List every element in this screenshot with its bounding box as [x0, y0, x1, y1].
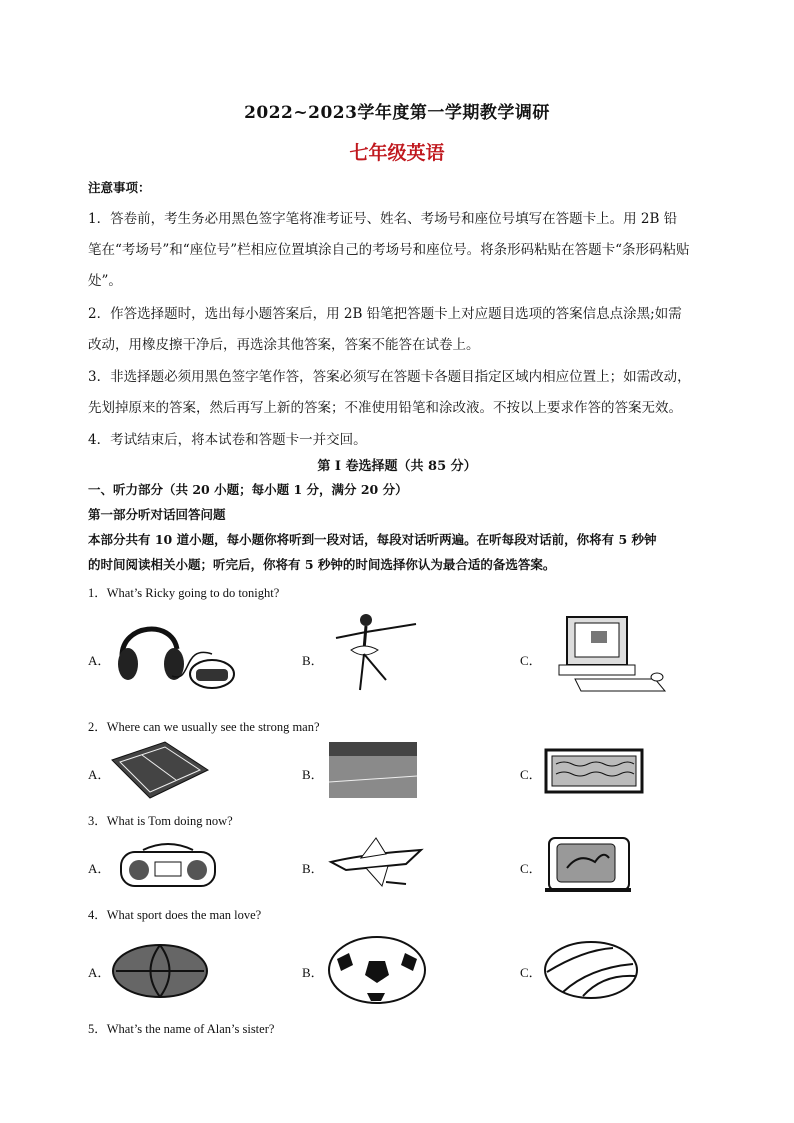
notes-line: 先划掉原来的答案，然后再写上新的答案；不准使用铅笔和涂改液。不按以上要求作答的答案无效。 [88, 400, 682, 416]
option-b-label: B． [302, 861, 324, 876]
listening-title: 一、听力部分（共 20 小题；每小题 1 分，满分 20 分） [88, 482, 408, 497]
radio-icon[interactable] [113, 838, 223, 890]
notes-line: 3．非选择题必须用黑色签字笔作答，答案必须写在答题卡各题目指定区域内相应位置上；如需改动， [88, 369, 691, 385]
option-b-label: B． [302, 965, 324, 980]
instructions-line: 本部分共有 10 道小题，每小题你将听到一段对话，每段对话听两遍。在听每段对话前，你将有 5 秒钟 [88, 532, 657, 547]
option-a-label: A． [88, 965, 111, 980]
option-c-label: C． [520, 767, 542, 782]
notes-line: 改动，用橡皮擦干净后，再选涂其他答案，答案不能答在试卷上。 [88, 337, 480, 353]
ballet-dancer-icon[interactable] [326, 610, 421, 700]
model-plane-icon[interactable] [326, 834, 431, 892]
option-a-label: A． [88, 861, 111, 876]
option-c-label: C． [520, 965, 542, 980]
question-5: 5．What’s the name of Alan’s sister? [88, 1022, 275, 1036]
option-b-label: B． [302, 767, 324, 782]
tv-icon[interactable] [545, 832, 635, 894]
question-2: 2．Where can we usually see the strong man? [88, 720, 320, 734]
computer-icon[interactable] [545, 613, 675, 698]
option-b-label: B． [302, 653, 324, 668]
headphones-icon[interactable] [112, 614, 242, 694]
notes-line: 2．作答选择题时，选出每小题答案后，用 2B 铅笔把答题卡上对应题目选项的答案信息点涂黑;如需 [88, 306, 682, 322]
notes-line: 处”。 [88, 273, 122, 289]
option-a-label: A． [88, 653, 111, 668]
instructions-line: 的时间阅读相关小题；听完后，你将有 5 秒钟的时间选择你认为最合适的备选答案。 [88, 557, 556, 572]
page-subtitle: 七年级英语 [349, 142, 445, 164]
question-3: 3．What is Tom doing now? [88, 814, 233, 828]
swimming-pool-icon[interactable] [544, 744, 644, 794]
part-title: 第 I 卷选择题（共 85 分） [317, 459, 477, 474]
rugby-ball-icon[interactable] [111, 942, 209, 1000]
option-c-label: C． [520, 653, 542, 668]
option-a-label: A． [88, 767, 111, 782]
page-title: 2022~2023学年度第一学期教学调研 [244, 103, 550, 123]
question-4: 4．What sport does the man love? [88, 908, 262, 922]
notes-line: 1．答卷前，考生务必用黑色签字笔将准考证号、姓名、考场号和座位号填写在答题卡上。用 2B 铅 [88, 211, 678, 227]
option-c-label: C． [520, 861, 542, 876]
volleyball-icon[interactable] [543, 940, 639, 1000]
section-subtitle: 第一部分听对话回答问题 [88, 507, 226, 522]
tennis-court-icon[interactable] [329, 742, 417, 798]
football-field-icon[interactable] [110, 740, 210, 800]
notes-heading: 注意事项： [88, 180, 151, 195]
notes-line: 笔在“考场号”和“座位号”栏相应位置填涂自己的考场号和座位号。将条形码粘贴在答题卡“条形码粘贴 [88, 242, 690, 258]
notes-line: 4．考试结束后，将本试卷和答题卡一并交回。 [88, 432, 367, 448]
soccer-ball-icon[interactable] [327, 935, 427, 1005]
question-1: 1．What’s Ricky going to do tonight? [88, 586, 280, 600]
